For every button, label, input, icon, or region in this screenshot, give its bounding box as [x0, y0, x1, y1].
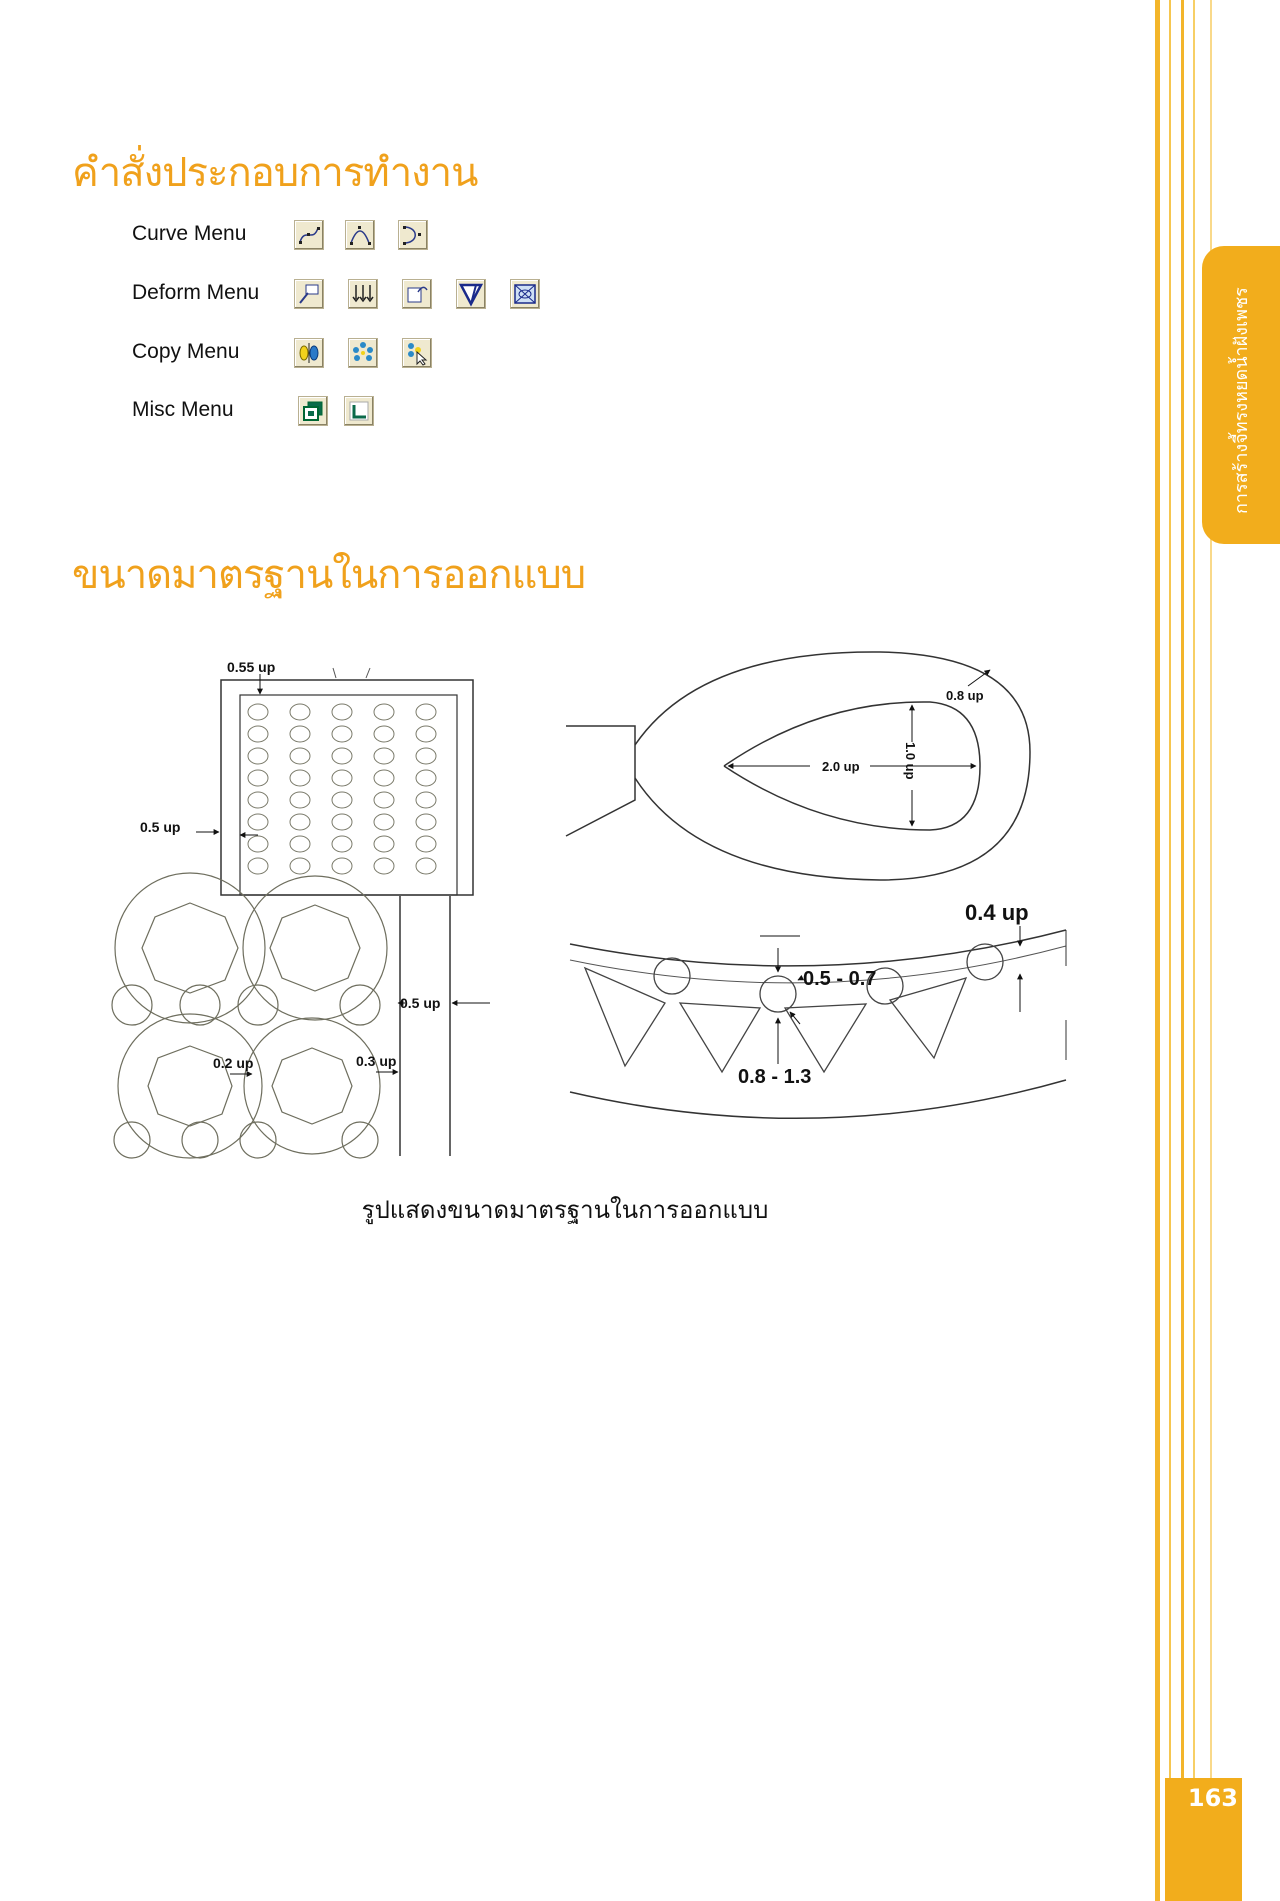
chapter-tab — [1202, 246, 1280, 544]
bead-size-label: 0.5 - 0.7 — [803, 968, 877, 990]
stone-depth-label: 0.8 - 1.3 — [738, 1066, 812, 1088]
loop-width-label: 0.8 up — [946, 688, 984, 703]
figure-caption: รูปแสดงขนาดมาตรฐานในการออกแบบ — [361, 1196, 769, 1224]
commands-heading: คำสั่งประกอบการทำงาน — [72, 150, 478, 196]
copy-menu-label: Copy Menu — [132, 340, 240, 363]
page-number-box — [1165, 1778, 1242, 1901]
gap-between-label: 0.2 up — [213, 1055, 254, 1071]
side-margin-label: 0.5 up — [140, 819, 181, 835]
page-number: 163 — [1187, 1784, 1238, 1812]
teardrop-loop-diagram — [566, 652, 1030, 880]
decor-stripe — [1169, 0, 1171, 1901]
top-margin-label: 0.55 up — [227, 659, 276, 675]
decor-stripe — [1181, 0, 1184, 1901]
gap-edge-label: 0.3 up — [356, 1053, 397, 1069]
decor-stripe — [1193, 0, 1195, 1901]
deform-menu-label: Deform Menu — [132, 281, 260, 304]
loop-length-label: 2.0 up — [822, 759, 860, 774]
bezel-detail-diagram — [112, 873, 500, 1158]
pave-bead-grid — [248, 704, 436, 874]
loop-height-label: 1.0 up — [903, 742, 918, 780]
misc-menu-label: Misc Menu — [132, 398, 234, 421]
bezel-right-label: 0.5 up — [400, 995, 441, 1011]
curve-menu-label: Curve Menu — [132, 222, 247, 245]
prong-height-label: 0.4 up — [965, 900, 1029, 925]
channel-setting-diagram — [570, 900, 1066, 1118]
chapter-title: การสร้างจี้ทรงหยดน้ำฝังเพชร — [1231, 287, 1252, 514]
decor-stripe — [1155, 0, 1160, 1901]
standards-heading: ขนาดมาตรฐานในการออกแบบ — [72, 552, 586, 598]
pave-plate-diagram — [140, 659, 473, 895]
